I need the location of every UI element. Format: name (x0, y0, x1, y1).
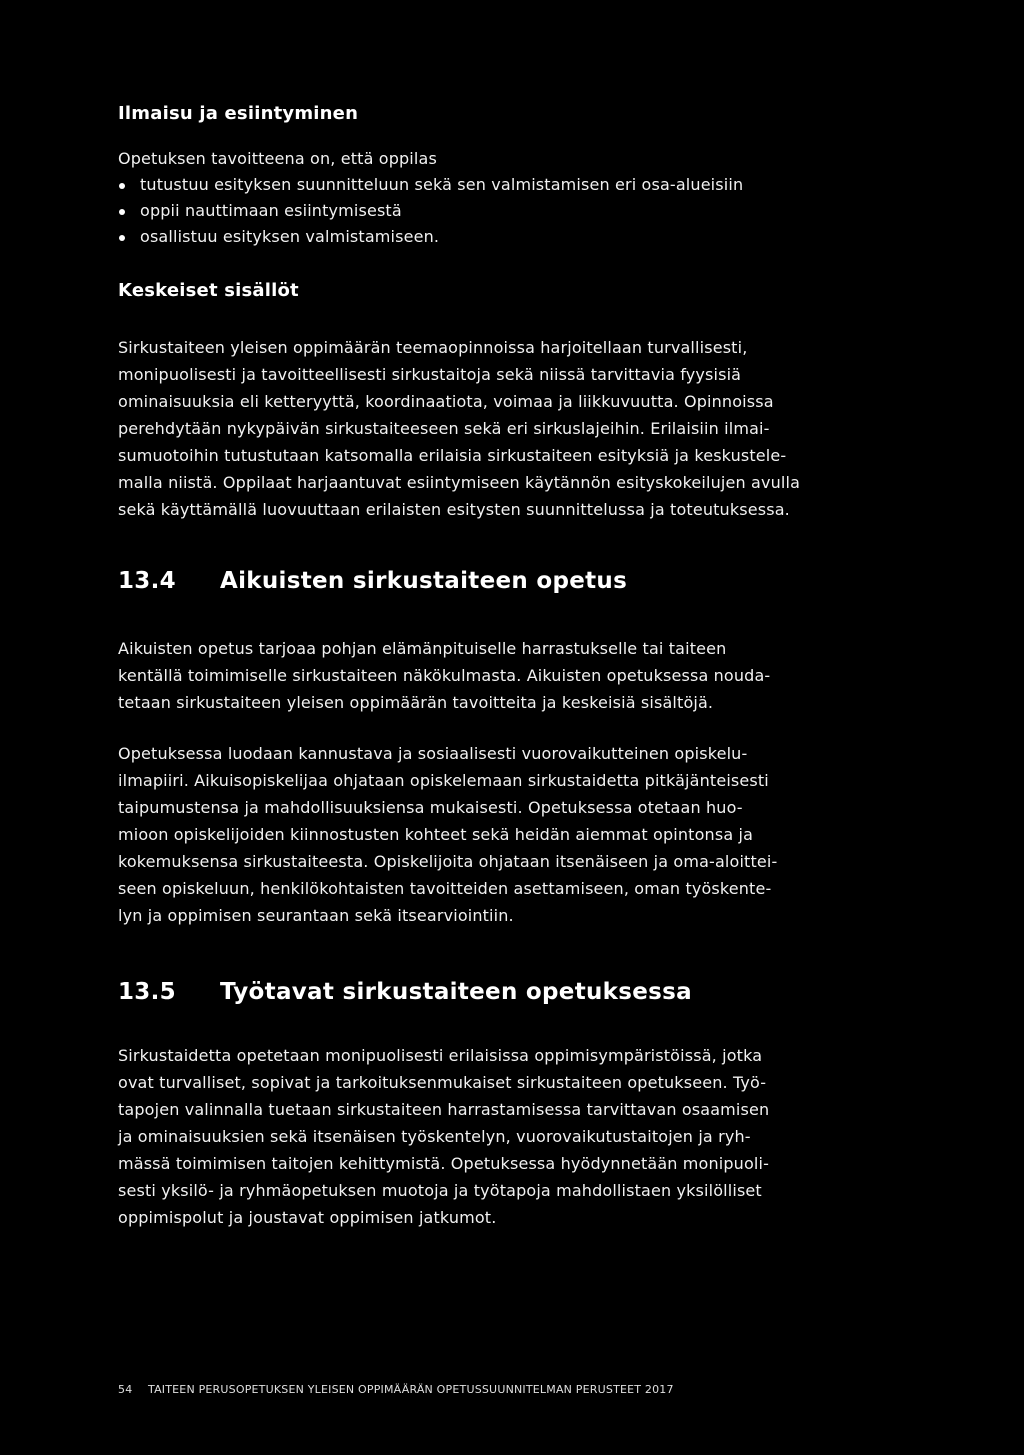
list-item-text: tutustuu esityksen suunnitteluun sekä sen valmistamisen eri osa-alueisiin (140, 175, 744, 194)
aikuisten-paragraph-2: Opetuksessa luodaan kannustava ja sosiaalisesti vuorovaikutteinen opiskelu- ilmapiiri. Aikuisopiskelijaa ohjataan opiskelemaan sirkustaidetta pitkäjänteisesti taipumustensa ja mahdollisuuksiensa mukaisesti. Opetuksessa otetaan huo- mioon opiskelijoiden kiinnostusten kohteet sekä heidän aiemmat opintonsa ja kokemuksensa sirkustaiteesta. Opiskelijoita ohjataan itsenäiseen ja oma-aloittei- seen opiskeluun, henkilökohtaisten tavoitteiden asettamiseen, oman työskente- lyn ja oppimisen seurantaan sekä itsearviointiin. (118, 744, 778, 925)
list-item (118, 198, 743, 224)
page-footer (118, 1383, 674, 1396)
footer-title: TAITEEN PERUSOPETUKSEN YLEISEN OPPIMÄÄRÄN OPETUSSUUNNITELMAN PERUSTEET 2017 (148, 1383, 674, 1396)
list-item-text: osallistuu esityksen valmistamiseen. (140, 227, 440, 246)
bullet-icon (119, 235, 125, 241)
list-item (118, 224, 743, 250)
section-heading-13-5 (118, 979, 692, 1005)
section-title: Aikuisten sirkustaiteen opetus (220, 568, 628, 594)
aikuisten-paragraph-1: Aikuisten opetus tarjoaa pohjan elämänpituiselle harrastukselle tai taiteen kentällä toimimiselle sirkustaiteen näkökulmasta. Aikuisten opetuksessa nouda- tetaan sirkustaiteen yleisen oppimäärän tavoitteita ja keskeisiä sisältöjä. (118, 639, 771, 712)
section-heading-13-4 (118, 568, 627, 594)
heading-ilmaisu: Ilmaisu ja esiintyminen (118, 103, 359, 124)
tyotavat-paragraph: Sirkustaidetta opetetaan monipuolisesti erilaisissa oppimisympäristöissä, jotka ovat turvalliset, sopivat ja tarkoituksenmukaiset sirkustaiteen opetukseen. Työ- tapojen valinnalla tuetaan sirkustaiteen harrastamisessa tarvittavan osaamisen ja ominaisuuksien sekä itsenäisen työskentelyn, vuorovaikutustaitojen ja ryh- mässä toimimisen taitojen kehittymistä. Opetuksessa hyödynnetään monipuoli- sesti yksilö- ja ryhmäopetuksen muotoja ja työtapoja mahdollistaen yksilölliset oppimispolut ja joustavat oppimisen jatkumot. (118, 1046, 770, 1227)
heading-keskeiset: Keskeiset sisällöt (118, 280, 299, 301)
objectives-list (118, 172, 743, 250)
section-number: 13.5 (118, 979, 176, 1005)
bullet-icon (119, 183, 125, 189)
bullet-icon (119, 209, 125, 215)
keskeiset-paragraph: Sirkustaiteen yleisen oppimäärän teemaopinnoissa harjoitellaan turvallisesti, monipuolisesti ja tavoitteellisesti sirkustaitoja sekä niissä tarvittavia fyysisiä ominaisuuksia eli ketteryyttä, koordinaatiota, voimaa ja liikkuvuutta. Opinnoissa perehdytään nykypäivän sirkustaiteeseen sekä eri sirkuslajeihin. Erilaisiin ilmai- sumuotoihin tutustutaan katsomalla erilaisia sirkustaiteen esityksiä ja keskustele- malla niistä. Oppilaat harjaantuvat esiintymiseen käytännön esityskokeilujen avulla sekä käyttämällä luovuuttaan erilaisten esitysten suunnittelussa ja toteutuksessa. (118, 338, 801, 519)
section-number: 13.4 (118, 568, 176, 594)
section-title: Työtavat sirkustaiteen opetuksessa (220, 979, 692, 1005)
list-item (118, 172, 743, 198)
list-item-text: oppii nauttimaan esiintymisestä (140, 201, 402, 220)
page-number: 54 (118, 1383, 133, 1396)
intro-text: Opetuksen tavoitteena on, että oppilas (118, 149, 437, 168)
